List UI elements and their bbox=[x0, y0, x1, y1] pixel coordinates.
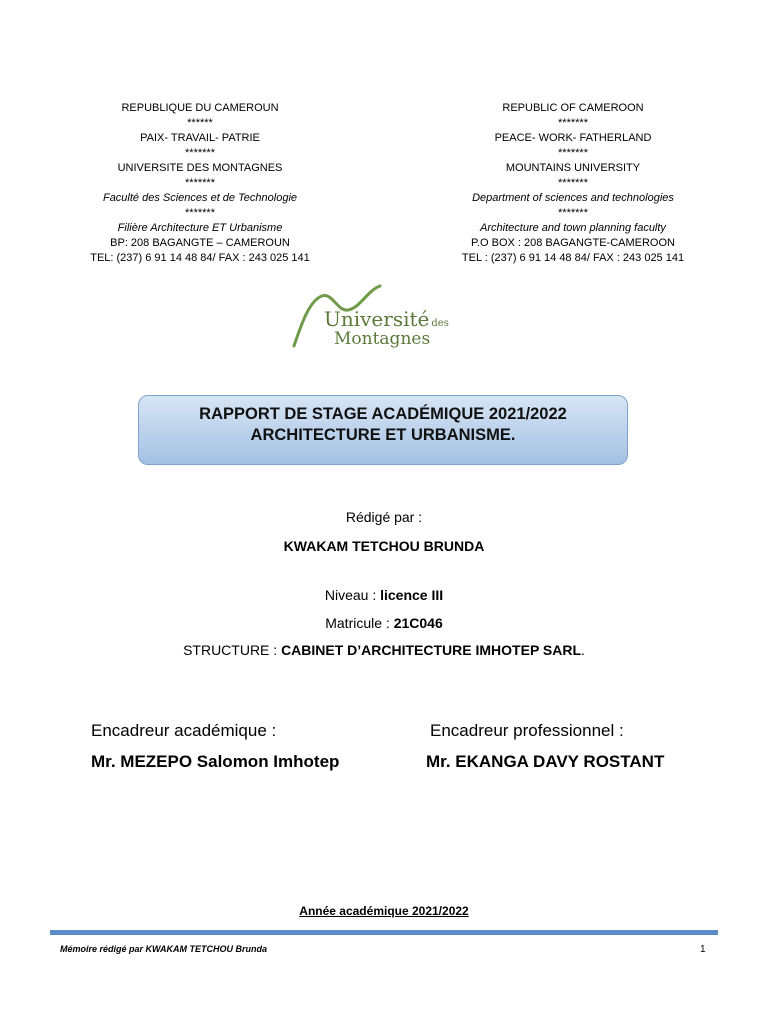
matricule-value: 21C046 bbox=[393, 615, 443, 631]
country-fr: REPUBLIQUE DU CAMEROUN bbox=[121, 102, 279, 114]
phone-en: TEL : (237) 6 91 14 48 84/ FAX : 243 025 141 bbox=[461, 252, 685, 264]
program-en: Architecture and town planning faculty bbox=[480, 222, 666, 234]
professional-supervisor-label: Encadreur professionnel : bbox=[430, 721, 624, 740]
written-by-label: Rédigé par : bbox=[345, 509, 423, 525]
title-box bbox=[138, 395, 628, 465]
footer-note: Mémoire rédigé par KWAKAM TETCHOU Brunda bbox=[60, 944, 268, 954]
structure-line bbox=[0, 642, 768, 658]
header-left bbox=[80, 101, 320, 266]
report-title: RAPPORT DE STAGE ACADÉMIQUE 2021/2022 bbox=[199, 405, 567, 423]
page-number: 1 bbox=[700, 944, 706, 955]
motto-en: PEACE- WORK- FATHERLAND bbox=[494, 132, 652, 144]
separator: ******* bbox=[558, 207, 588, 219]
separator: ******* bbox=[558, 147, 588, 159]
address-fr: BP: 208 BAGANGTE – CAMEROUN bbox=[110, 237, 290, 249]
academic-supervisor-label: Encadreur académique : bbox=[91, 721, 277, 740]
program-fr: Filière Architecture ET Urbanisme bbox=[117, 222, 283, 234]
matricule-line bbox=[0, 615, 768, 631]
university-fr: UNIVERSITE DES MONTAGNES bbox=[117, 162, 283, 174]
level-value: licence III bbox=[380, 587, 444, 603]
logo-text-line1: Université des bbox=[324, 307, 449, 331]
header-right bbox=[438, 101, 708, 266]
report-subtitle: ARCHITECTURE ET URBANISME. bbox=[250, 426, 516, 444]
faculty-en: Department of sciences and technologies bbox=[472, 192, 674, 204]
academic-year: Année académique 2021/2022 bbox=[299, 904, 469, 918]
phone-fr: TEL: (237) 6 91 14 48 84/ FAX : 243 025 141 bbox=[90, 252, 310, 264]
level-label: Niveau : bbox=[324, 587, 381, 603]
academic-supervisor-name: Mr. MEZEPO Salomon Imhotep bbox=[91, 752, 340, 771]
footer-divider bbox=[50, 930, 718, 935]
separator: ****** bbox=[187, 117, 213, 129]
structure-value: CABINET D’ARCHITECTURE IMHOTEP SARL bbox=[281, 642, 582, 658]
motto-fr: PAIX- TRAVAIL- PATRIE bbox=[140, 132, 260, 144]
professional-supervisor-name: Mr. EKANGA DAVY ROSTANT bbox=[426, 752, 665, 771]
faculty-fr: Faculté des Sciences et de Technologie bbox=[102, 192, 298, 204]
separator: ******* bbox=[558, 117, 588, 129]
address-en: P.O BOX : 208 BAGANGTE-CAMEROON bbox=[471, 237, 675, 249]
logo-text-line2: Montagnes bbox=[334, 329, 431, 349]
matricule-label: Matricule : bbox=[325, 615, 394, 631]
university-logo bbox=[288, 282, 458, 352]
separator: ******* bbox=[558, 177, 588, 189]
structure-label: STRUCTURE : bbox=[183, 642, 282, 658]
separator: ******* bbox=[185, 177, 215, 189]
separator: ******* bbox=[185, 147, 215, 159]
structure-end: . bbox=[581, 642, 585, 658]
separator: ******* bbox=[185, 207, 215, 219]
country-en: REPUBLIC OF CAMEROON bbox=[502, 102, 644, 114]
university-en: MOUNTAINS UNIVERSITY bbox=[505, 162, 641, 174]
author-name: KWAKAM TETCHOU BRUNDA bbox=[283, 538, 485, 554]
level-line bbox=[0, 587, 768, 603]
